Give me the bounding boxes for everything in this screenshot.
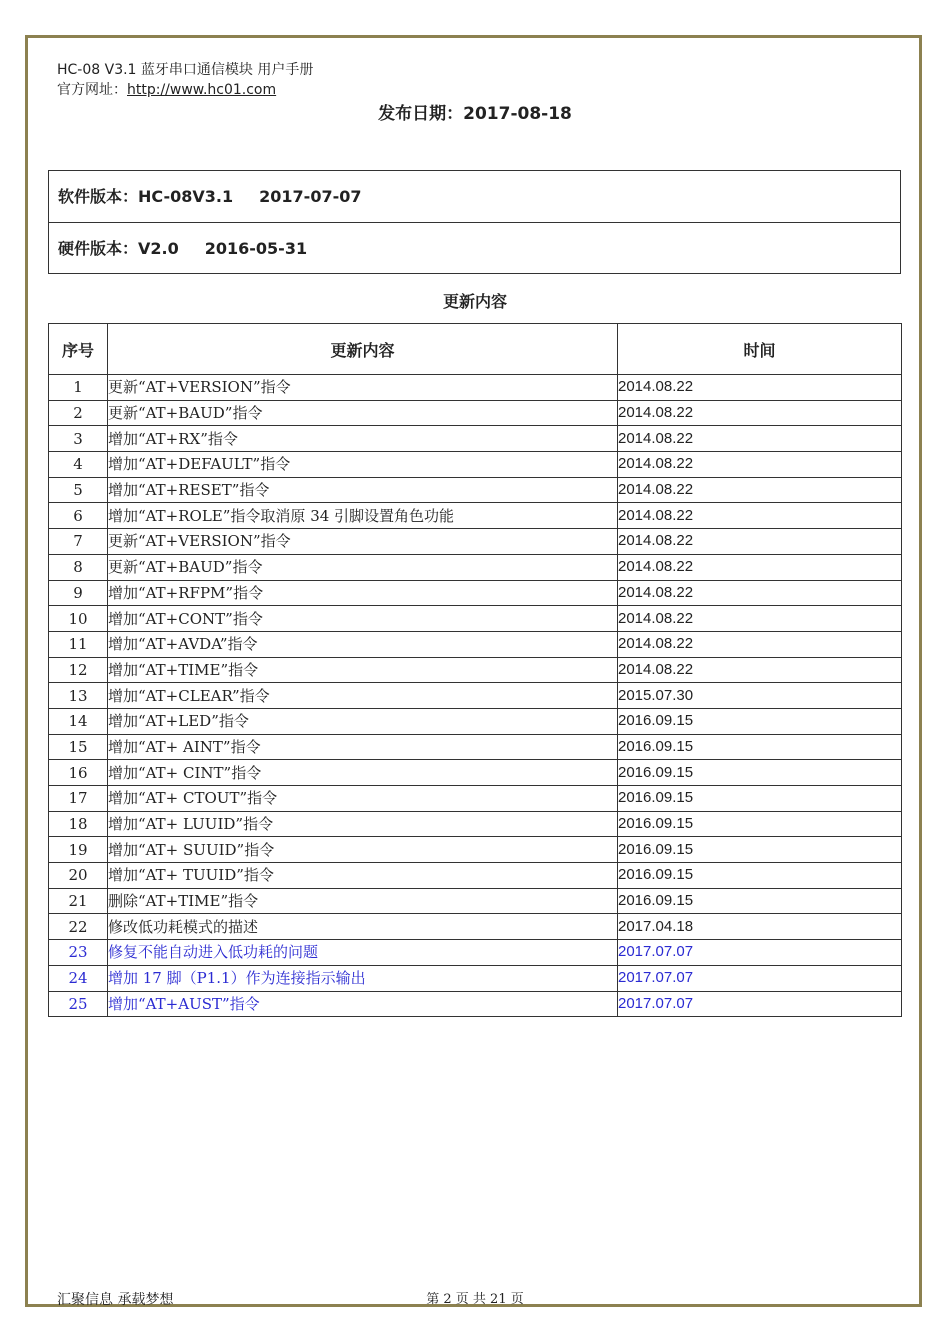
row-index: 8 <box>49 554 108 580</box>
table-row <box>49 811 902 837</box>
col-header-index: 序号 <box>49 324 108 375</box>
version-box <box>48 170 901 274</box>
table-row <box>49 554 902 580</box>
row-date: 2016.09.15 <box>618 837 902 863</box>
software-version: 软件版本：HC-08V3.1 <box>58 187 234 206</box>
row-index: 17 <box>49 786 108 812</box>
table-row <box>49 606 902 632</box>
table-row <box>49 657 902 683</box>
table-row <box>49 452 902 478</box>
row-index: 20 <box>49 863 108 889</box>
table-row <box>49 786 902 812</box>
official-site <box>57 79 276 99</box>
row-description: 增加“AT+ CINT”指令 <box>108 760 618 786</box>
row-date: 2014.08.22 <box>618 657 902 683</box>
row-index: 21 <box>49 888 108 914</box>
section-title: 更新内容 <box>442 292 507 311</box>
row-date: 2014.08.22 <box>618 631 902 657</box>
row-index: 10 <box>49 606 108 632</box>
row-index: 16 <box>49 760 108 786</box>
row-date: 2014.08.22 <box>618 452 902 478</box>
table-row <box>49 683 902 709</box>
row-description: 增加“AT+TIME”指令 <box>108 657 618 683</box>
table-row <box>49 914 902 940</box>
row-date: 2017.07.07 <box>618 940 902 966</box>
table-row <box>49 760 902 786</box>
page-number: 第 2 页 共 21 页 <box>426 1292 524 1307</box>
table-row <box>49 837 902 863</box>
hardware-version: 硬件版本：V2.0 <box>58 239 179 258</box>
row-date: 2016.09.15 <box>618 708 902 734</box>
row-index: 18 <box>49 811 108 837</box>
row-date: 2015.07.30 <box>618 683 902 709</box>
change-log-body <box>49 375 902 1017</box>
table-row <box>49 888 902 914</box>
row-date: 2017.04.18 <box>618 914 902 940</box>
release-date: 发布日期：2017-08-18 <box>378 104 572 124</box>
table-row <box>49 426 902 452</box>
row-index: 25 <box>49 991 108 1017</box>
table-row <box>49 708 902 734</box>
row-description: 增加“AT+DEFAULT”指令 <box>108 452 618 478</box>
row-date: 2014.08.22 <box>618 580 902 606</box>
row-date: 2014.08.22 <box>618 375 902 401</box>
row-description: 增加“AT+LED”指令 <box>108 708 618 734</box>
col-header-content: 更新内容 <box>108 324 618 375</box>
row-date: 2017.07.07 <box>618 991 902 1017</box>
row-index: 11 <box>49 631 108 657</box>
row-index: 3 <box>49 426 108 452</box>
row-description: 增加“AT+ AINT”指令 <box>108 734 618 760</box>
row-description: 删除“AT+TIME”指令 <box>108 888 618 914</box>
table-row <box>49 477 902 503</box>
row-index: 14 <box>49 708 108 734</box>
row-date: 2016.09.15 <box>618 888 902 914</box>
row-description: 增加“AT+AUST”指令 <box>108 991 618 1017</box>
footer-slogan: 汇聚信息 承载梦想 <box>57 1292 174 1308</box>
table-header-row <box>49 324 902 375</box>
site-link[interactable]: http://www.hc01.com <box>127 82 277 98</box>
table-row <box>49 991 902 1017</box>
row-index: 15 <box>49 734 108 760</box>
row-date: 2016.09.15 <box>618 760 902 786</box>
row-date: 2014.08.22 <box>618 606 902 632</box>
row-date: 2017.07.07 <box>618 965 902 991</box>
row-date: 2016.09.15 <box>618 734 902 760</box>
table-row <box>49 580 902 606</box>
row-description: 增加“AT+RX”指令 <box>108 426 618 452</box>
row-description: 增加“AT+CONT”指令 <box>108 606 618 632</box>
table-row <box>49 734 902 760</box>
row-index: 5 <box>49 477 108 503</box>
row-description: 增加“AT+ TUUID”指令 <box>108 863 618 889</box>
row-date: 2016.09.15 <box>618 786 902 812</box>
table-row <box>49 940 902 966</box>
software-date: 2017-07-07 <box>259 187 362 206</box>
row-description: 增加“AT+AVDA”指令 <box>108 631 618 657</box>
row-index: 2 <box>49 400 108 426</box>
software-version-row <box>49 171 900 222</box>
table-row <box>49 529 902 555</box>
row-date: 2014.08.22 <box>618 529 902 555</box>
row-description: 更新“AT+VERSION”指令 <box>108 529 618 555</box>
row-date: 2014.08.22 <box>618 477 902 503</box>
row-index: 1 <box>49 375 108 401</box>
table-row <box>49 631 902 657</box>
row-index: 12 <box>49 657 108 683</box>
table-row <box>49 375 902 401</box>
row-description: 更新“AT+BAUD”指令 <box>108 554 618 580</box>
hardware-version-row <box>49 222 900 273</box>
hardware-date: 2016-05-31 <box>204 239 308 258</box>
row-description: 修复不能自动进入低功耗的问题 <box>108 940 618 966</box>
row-index: 13 <box>49 683 108 709</box>
row-index: 7 <box>49 529 108 555</box>
row-description: 增加“AT+ROLE”指令取消原 34 引脚设置角色功能 <box>108 503 618 529</box>
row-date: 2014.08.22 <box>618 554 902 580</box>
row-index: 19 <box>49 837 108 863</box>
table-row <box>49 863 902 889</box>
row-description: 增加“AT+ SUUID”指令 <box>108 837 618 863</box>
table-row <box>49 400 902 426</box>
row-index: 23 <box>49 940 108 966</box>
row-description: 增加“AT+RFPM”指令 <box>108 580 618 606</box>
table-row <box>49 965 902 991</box>
change-log-table <box>48 323 902 1017</box>
row-date: 2014.08.22 <box>618 503 902 529</box>
row-description: 更新“AT+VERSION”指令 <box>108 375 618 401</box>
manual-title: HC-08 V3.1 蓝牙串口通信模块 用户手册 <box>57 62 314 78</box>
site-label: 官方网址： <box>57 82 127 98</box>
row-description: 增加 17 脚（P1.1）作为连接指示输出 <box>108 965 618 991</box>
row-index: 9 <box>49 580 108 606</box>
row-description: 增加“AT+ CTOUT”指令 <box>108 786 618 812</box>
row-date: 2014.08.22 <box>618 426 902 452</box>
row-index: 22 <box>49 914 108 940</box>
table-row <box>49 503 902 529</box>
row-date: 2016.09.15 <box>618 811 902 837</box>
row-index: 4 <box>49 452 108 478</box>
row-description: 增加“AT+CLEAR”指令 <box>108 683 618 709</box>
row-description: 增加“AT+RESET”指令 <box>108 477 618 503</box>
col-header-time: 时间 <box>618 324 902 375</box>
row-date: 2014.08.22 <box>618 400 902 426</box>
row-date: 2016.09.15 <box>618 863 902 889</box>
row-description: 修改低功耗模式的描述 <box>108 914 618 940</box>
row-description: 更新“AT+BAUD”指令 <box>108 400 618 426</box>
row-index: 24 <box>49 965 108 991</box>
row-description: 增加“AT+ LUUID”指令 <box>108 811 618 837</box>
row-index: 6 <box>49 503 108 529</box>
